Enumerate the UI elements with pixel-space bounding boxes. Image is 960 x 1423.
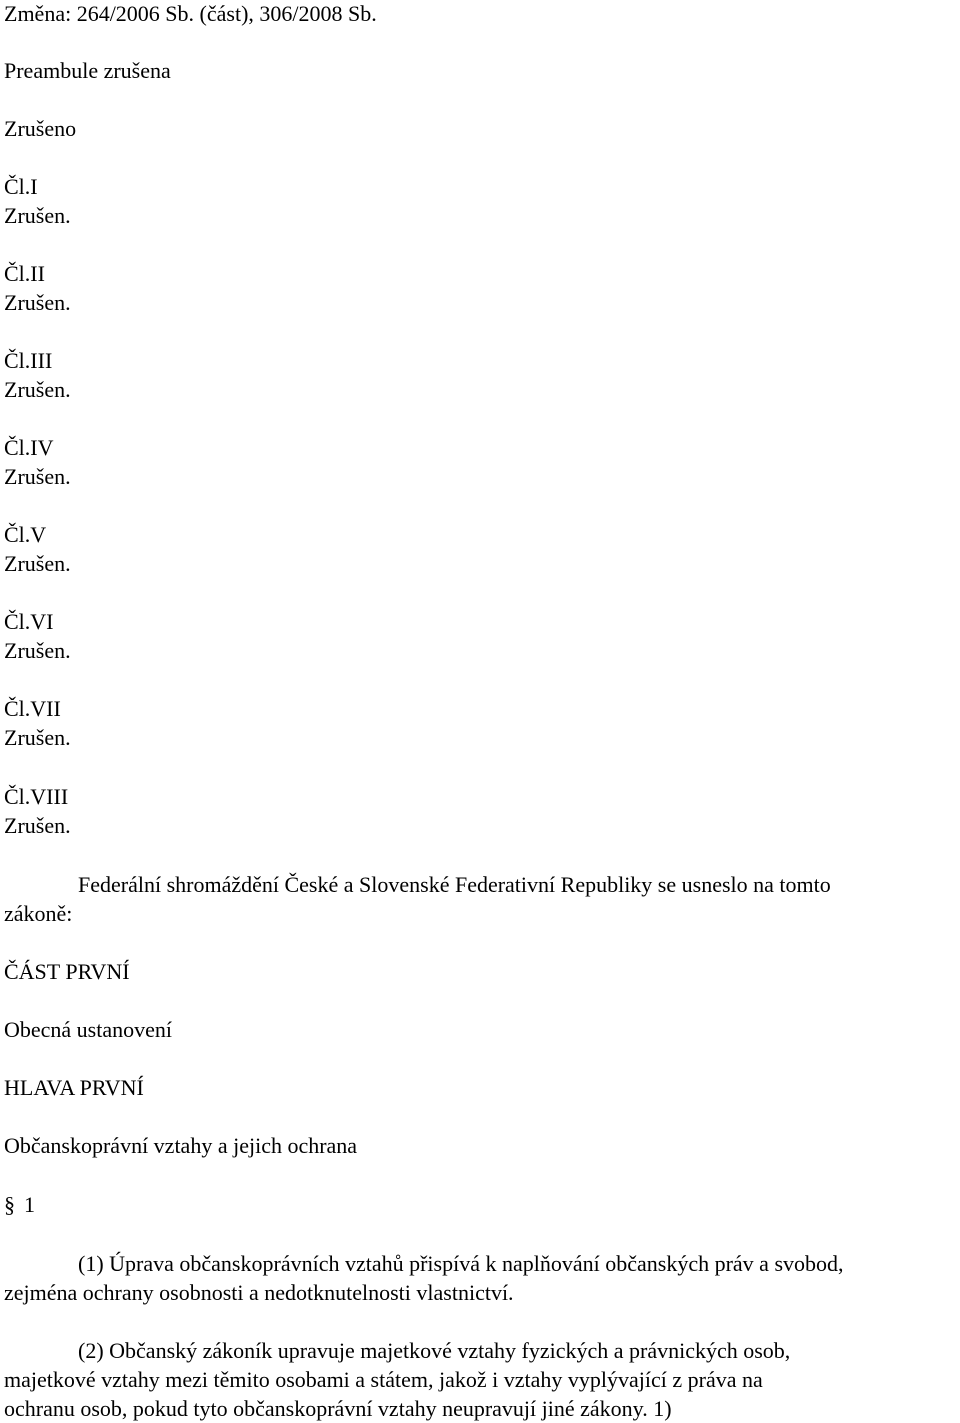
article-8 xyxy=(4,782,71,840)
article-status: Zrušen. xyxy=(4,464,71,489)
article-status: Zrušen. xyxy=(4,377,71,402)
head-subtitle: Občanskoprávní vztahy a jejich ochrana xyxy=(4,1133,358,1158)
article-label: Čl.VIII xyxy=(4,784,69,809)
enactment-clause xyxy=(4,870,956,928)
head-title: HLAVA PRVNÍ xyxy=(4,1075,144,1100)
paragraph-line: (2) Občanský zákoník upravuje majetkové vztahy fyzických a právnických osob, xyxy=(78,1338,791,1363)
paragraph-1 xyxy=(4,1249,956,1307)
amendment-note: Změna: 264/2006 Sb. (část), 306/2008 Sb. xyxy=(4,1,377,26)
article-2 xyxy=(4,259,71,317)
part-title: ČÁST PRVNÍ xyxy=(4,959,130,984)
paragraph-line: (1) Úprava občanskoprávních vztahů přispívá k naplňování občanských práv a svobod, xyxy=(78,1251,844,1276)
article-label: Čl.VII xyxy=(4,696,61,721)
article-7 xyxy=(4,694,71,752)
article-5 xyxy=(4,520,71,578)
section-sign: § xyxy=(4,1192,15,1217)
article-label: Čl.III xyxy=(4,348,53,373)
repealed-note: Zrušeno xyxy=(4,116,77,141)
preamble-note: Preambule zrušena xyxy=(4,58,171,83)
enactment-line: zákoně: xyxy=(4,901,73,926)
section-number: 1 xyxy=(24,1192,35,1217)
article-label: Čl.I xyxy=(4,174,38,199)
article-status: Zrušen. xyxy=(4,638,71,663)
article-3 xyxy=(4,346,71,404)
section-heading xyxy=(4,1190,35,1219)
article-status: Zrušen. xyxy=(4,725,71,750)
article-status: Zrušen. xyxy=(4,551,71,576)
part-subtitle: Obecná ustanovení xyxy=(4,1017,172,1042)
article-6 xyxy=(4,607,71,665)
article-1 xyxy=(4,172,71,230)
paragraph-line: majetkové vztahy mezi těmito osobami a státem, jakož i vztahy vyplývající z práva na xyxy=(4,1367,763,1392)
paragraph-2 xyxy=(4,1336,956,1423)
enactment-line: Federální shromáždění České a Slovenské Federativní Republiky se usneslo na tomto xyxy=(78,872,831,897)
article-status: Zrušen. xyxy=(4,290,71,315)
article-label: Čl.V xyxy=(4,522,47,547)
article-4 xyxy=(4,433,71,491)
article-status: Zrušen. xyxy=(4,203,71,228)
article-label: Čl.II xyxy=(4,261,45,286)
article-label: Čl.VI xyxy=(4,609,54,634)
article-label: Čl.IV xyxy=(4,435,54,460)
paragraph-line: ochranu osob, pokud tyto občanskoprávní vztahy neupravují jiné zákony. 1) xyxy=(4,1396,672,1421)
paragraph-line: zejména ochrany osobnosti a nedotknutelnosti vlastnictví. xyxy=(4,1280,514,1305)
article-status: Zrušen. xyxy=(4,813,71,838)
